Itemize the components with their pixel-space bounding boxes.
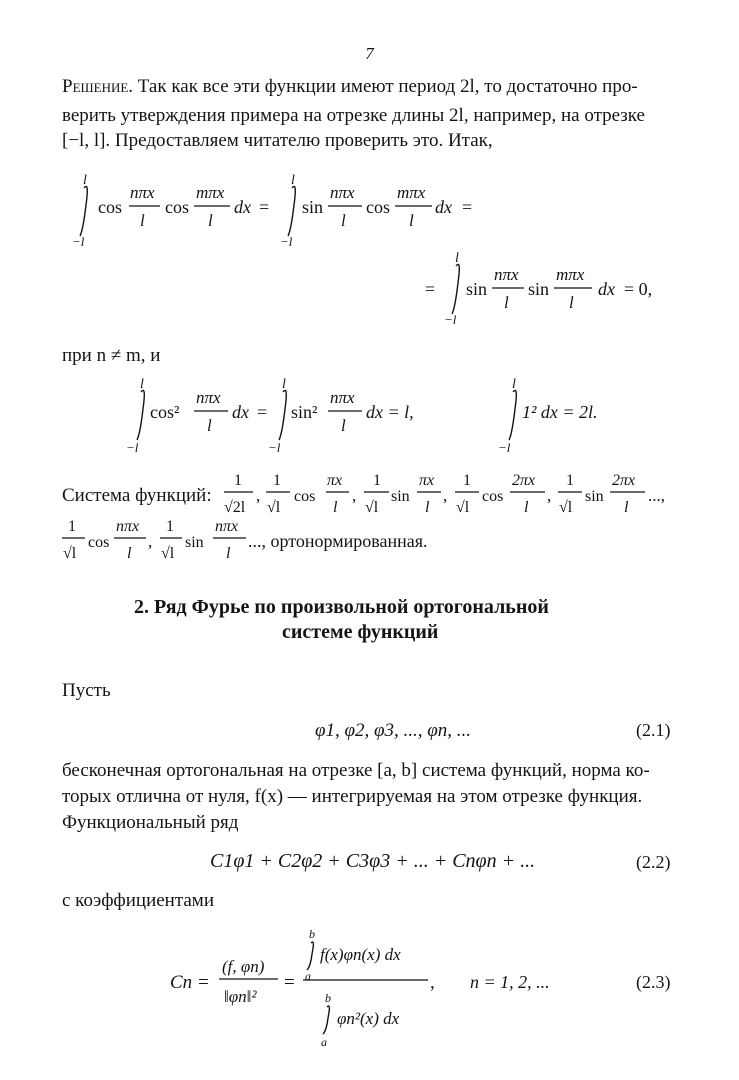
- sys-pix-2: πx: [419, 472, 435, 489]
- int4-upper: l: [140, 377, 144, 392]
- eq-number-2-1: (2.1): [636, 720, 671, 740]
- sys-sqrtl-3: √l: [456, 499, 470, 516]
- comma-3: ,: [443, 486, 448, 505]
- function-system: [0, 465, 739, 570]
- eq2-result-2: 1² dx = 2l.: [522, 402, 598, 422]
- frac3-den: l: [341, 211, 346, 230]
- comma-2: ,: [352, 486, 357, 505]
- sys-cos-3: cos: [88, 534, 110, 551]
- n-range: n = 1, 2, ...: [470, 972, 550, 992]
- sin-squared: sin²: [291, 402, 318, 422]
- cos-3: cos: [366, 197, 390, 217]
- int1-lower: −l: [72, 234, 85, 249]
- sin-3: sin: [528, 279, 550, 299]
- int5-lower: −l: [268, 440, 281, 455]
- int3-lower: −l: [444, 312, 457, 327]
- sys-2pix-1: 2πx: [512, 472, 536, 489]
- cn-lhs: Cn =: [170, 972, 210, 993]
- frac2-den: l: [208, 211, 213, 230]
- dx-2: dx: [435, 197, 452, 217]
- solution-line-2: верить утверждения примера на отрезке длины 2l, например, на отрезке: [62, 105, 645, 126]
- sys-sqrtl-1: √l: [267, 499, 281, 516]
- frac4-num: mπx: [397, 183, 426, 202]
- inner-product: (f, φn): [222, 957, 265, 976]
- series-formula: C1φ1 + C2φ2 + C3φ3 + ... + Cnφn + ...: [210, 850, 536, 872]
- para-line-3: Функциональный ряд: [62, 812, 239, 833]
- sys-sqrtl-5: √l: [63, 545, 77, 562]
- frac7-den: l: [207, 416, 212, 435]
- int6-lower: −l: [498, 440, 511, 455]
- solution-line-3: [−l, l]. Предоставляем читателю проверить это. Итак,: [62, 130, 493, 151]
- frac8-den: l: [341, 416, 346, 435]
- sys-l-6: l: [226, 545, 231, 562]
- section-title-line-1: 2. Ряд Фурье по произвольной ортогональной: [134, 596, 549, 618]
- system-lead: Система функций:: [62, 485, 212, 506]
- integral-sign-1: [80, 186, 87, 236]
- dx-4: dx: [232, 402, 249, 422]
- int2-lower: −l: [280, 234, 293, 249]
- equals-2: =: [462, 197, 473, 217]
- eq-number-2-3: (2.3): [636, 972, 671, 992]
- eq2-result-1: dx = l,: [366, 402, 414, 422]
- condition-text: при n ≠ m, и: [62, 345, 161, 366]
- dx-1: dx: [234, 197, 251, 217]
- int3-upper: l: [455, 251, 459, 266]
- int4-lower: −l: [126, 440, 139, 455]
- integral-sign-2: [288, 186, 295, 236]
- sys-sin-1: sin: [391, 488, 410, 505]
- sys-sqrtl-2: √l: [365, 499, 379, 516]
- sys-cos-2: cos: [482, 488, 504, 505]
- coefficient-formula: [0, 920, 739, 1080]
- eq-number-2-2: (2.2): [636, 852, 671, 872]
- sys-l-2: l: [425, 499, 430, 516]
- sequence-formula: φ1, φ2, φ3, ..., φn, ...: [315, 720, 472, 741]
- integral-sign-den: [323, 1006, 329, 1034]
- comma-4: ,: [547, 486, 552, 505]
- page-number: 7: [365, 44, 374, 63]
- int6-upper: l: [512, 377, 516, 392]
- para-line-2: торых отлична от нуля, f(x) — интегрируемая на этом отрезке функция.: [62, 786, 643, 807]
- equals-5: =: [284, 972, 295, 993]
- frac5-den: l: [504, 293, 509, 312]
- integral-sign-6: [509, 390, 516, 440]
- sys-l-5: l: [127, 545, 132, 562]
- integral-sign-4: [137, 390, 144, 440]
- pust-text: Пусть: [62, 680, 111, 701]
- cos-1: cos: [98, 197, 122, 217]
- sys-ellipsis: ...,: [648, 486, 665, 505]
- sys-l-1: l: [333, 499, 338, 516]
- integral-sign-5: [279, 390, 286, 440]
- frac3-num: nπx: [330, 183, 355, 202]
- comma-1: ,: [256, 486, 261, 505]
- frac7-num: nπx: [196, 388, 221, 407]
- equals-3: =: [425, 279, 436, 299]
- denominator-integrand: φn²(x) dx: [337, 1009, 400, 1028]
- numerator-integrand: f(x)φn(x) dx: [320, 945, 401, 964]
- sys-cos-1: cos: [294, 488, 316, 505]
- section-title-line-2: системе функций: [282, 621, 439, 643]
- int1-upper: l: [83, 173, 87, 188]
- sys-npix-2: nπx: [215, 518, 239, 535]
- cos-squared: cos²: [150, 402, 180, 422]
- integral-sign-3: [452, 264, 459, 314]
- integral-equation-2: [0, 370, 739, 465]
- sys-npix-1: nπx: [116, 518, 140, 535]
- integral-equation-1: [0, 0, 739, 345]
- coeffs-text: с коэффициентами: [62, 890, 214, 911]
- frac1-num: nπx: [130, 183, 155, 202]
- frac4-den: l: [409, 211, 414, 230]
- sys-one-6: 1: [68, 518, 76, 535]
- sys-one-7: 1: [166, 518, 174, 535]
- frac5-num: nπx: [494, 265, 519, 284]
- den-upper-b: b: [325, 991, 331, 1005]
- sin-2: sin: [466, 279, 488, 299]
- sys-sqrt2l: √2l: [224, 499, 246, 516]
- sys-sqrtl-4: √l: [559, 499, 573, 516]
- sys-one-2: 1: [273, 472, 281, 489]
- int5-upper: l: [282, 377, 286, 392]
- solution-lead: Решение.: [62, 76, 134, 97]
- sys-sin-2: sin: [585, 488, 604, 505]
- sys-one-3: 1: [373, 472, 381, 489]
- frac8-num: nπx: [330, 388, 355, 407]
- equals-1: =: [259, 197, 270, 217]
- equals-4: =: [257, 402, 268, 422]
- dx-3: dx: [598, 279, 615, 299]
- frac6-den: l: [569, 293, 574, 312]
- sys-l-4: l: [624, 499, 629, 516]
- sys-one-1: 1: [234, 472, 242, 489]
- sin-1: sin: [302, 197, 324, 217]
- sys-2pix-2: 2πx: [612, 472, 636, 489]
- eq1-result: = 0,: [624, 279, 653, 299]
- den-lower-a: a: [321, 1035, 327, 1049]
- cos-2: cos: [165, 197, 189, 217]
- solution-line-1-text: Так как все эти функции имеют период 2l, то достаточно про-: [137, 76, 638, 97]
- sys-sin-3: sin: [185, 534, 204, 551]
- int2-upper: l: [291, 173, 295, 188]
- sys-tail: ..., ортонормированная.: [248, 531, 428, 551]
- frac2-num: mπx: [196, 183, 225, 202]
- frac1-den: l: [140, 211, 145, 230]
- comma-6: ,: [430, 972, 435, 993]
- sys-one-5: 1: [566, 472, 574, 489]
- num-upper-b: b: [309, 927, 315, 941]
- sys-l-3: l: [524, 499, 529, 516]
- frac6-num: mπx: [556, 265, 585, 284]
- sys-pix-1: πx: [327, 472, 343, 489]
- sys-sqrtl-6: √l: [161, 545, 175, 562]
- comma-5: ,: [148, 532, 153, 551]
- norm-squared: ‖φn‖²: [224, 987, 257, 1006]
- num-lower-a: a: [305, 969, 311, 983]
- sys-one-4: 1: [463, 472, 471, 489]
- para-line-1: бесконечная ортогональная на отрезке [a, b] система функций, норма ко-: [62, 760, 650, 781]
- integral-sign-num: [307, 942, 313, 970]
